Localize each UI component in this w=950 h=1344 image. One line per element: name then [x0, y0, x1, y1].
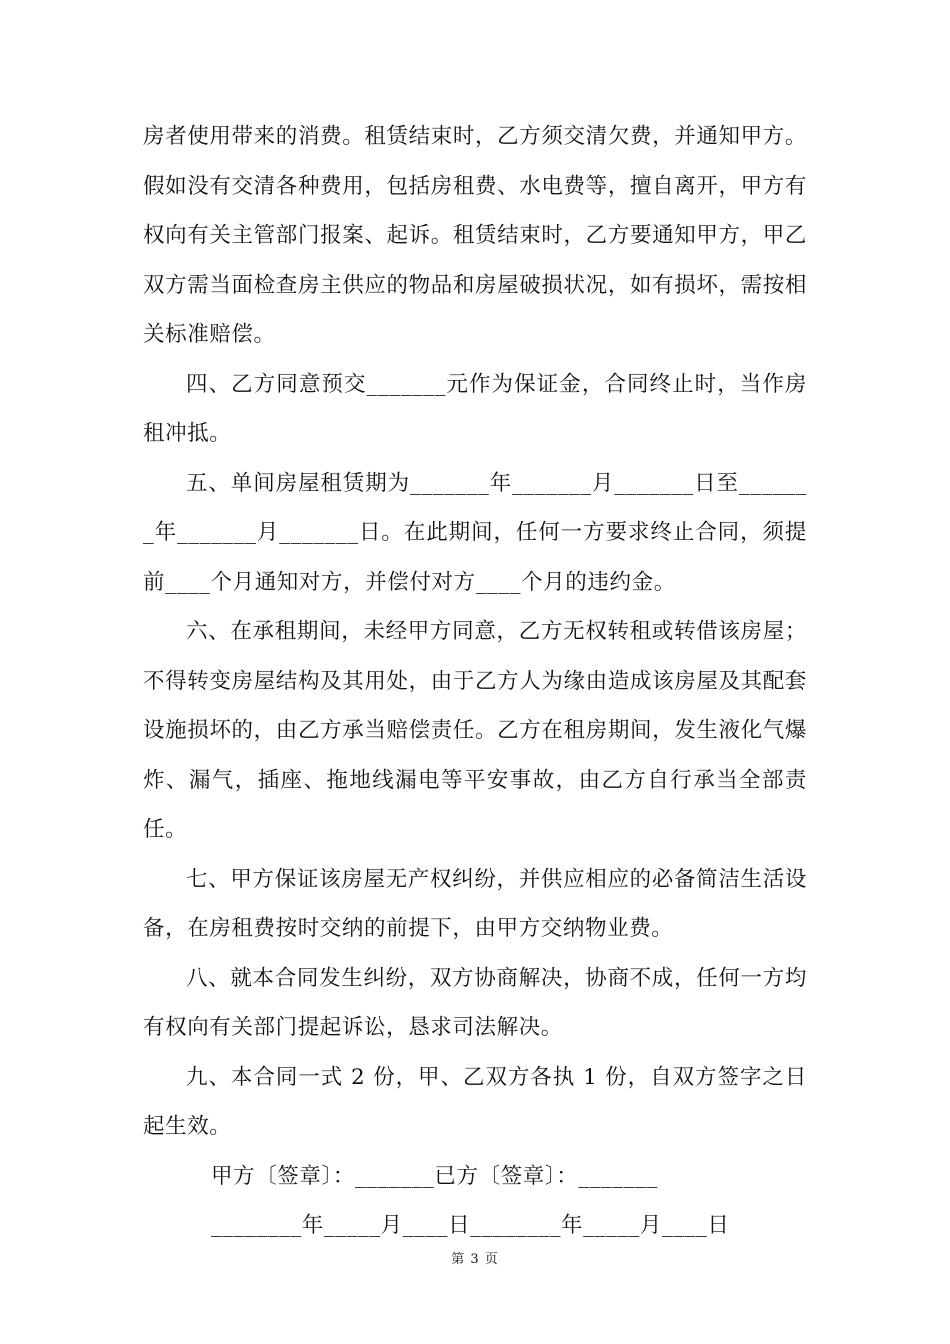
signature-date-line: ________年_____月____日________年_____月____日 — [211, 1213, 730, 1238]
clause-7-landlord-guarantee: 七、甲方保证该房屋无产权纠纷，并供应相应的必备简洁生活设备，在房租费按时交纳的前提下，由甲方交纳物业费。 — [143, 866, 807, 941]
continuation-paragraph: 房者使用带来的消费。租赁结束时，乙方须交清欠费，并通知甲方。假如没有交清各种费用，包括房租费、水电费等，擅自离开，甲方有权向有关主管部门报案、起诉。租赁结束时，乙方要通知甲方，甲乙双方需当面检查房主供应的物品和房屋破损状况，如有损坏，需按相关标准赔偿。 — [143, 124, 807, 347]
signature-line: 甲方〔签章〕：_______已方〔签章〕：_______ — [211, 1163, 658, 1189]
clause-9-copies: 九、本合同一式 2 份，甲、乙双方各执 1 份，自双方签字之日起生效。 — [143, 1064, 807, 1139]
clause-6-restrictions: 六、在承租期间，未经甲方同意，乙方无权转租或转借该房屋；不得转变房屋结构及其用处，由于乙方人为缘由造成该房屋及其配套设施损坏的，由乙方承当赔偿责任。乙方在租房期间，发生液化气爆炸、漏气，插座、拖地线漏电等平安事故，由乙方自行承当全部责任。 — [143, 619, 807, 842]
contract-body — [143, 112, 807, 1251]
clause-8-disputes: 八、就本合同发生纠纷，双方协商解决，协商不成，任何一方均有权向有关部门提起诉讼，恳求司法解决。 — [143, 965, 807, 1040]
page-number: 第 3 页 — [451, 1252, 499, 1267]
clause-4-deposit: 四、乙方同意预交_______元作为保证金，合同终止时，当作房租冲抵。 — [143, 371, 807, 446]
clause-5-lease-term: 五、单间房屋租赁期为_______年_______月_______日至_______年_______月_______日。在此期间，任何一方要求终止合同，须提前____个月通知对方，并偿付对方____个月的违约金。 — [143, 470, 807, 595]
